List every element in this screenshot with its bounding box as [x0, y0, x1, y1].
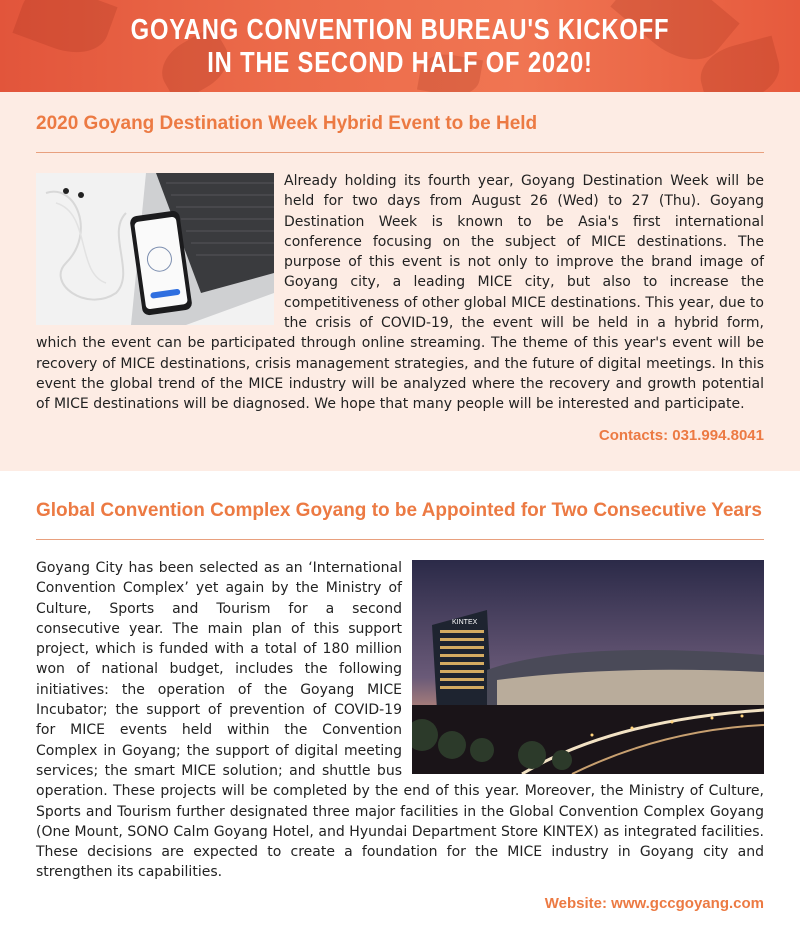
article2-title: Global Convention Complex Goyang to be Appointed for Two Consecutive Years — [36, 500, 762, 521]
smartphone-laptop-image — [36, 173, 274, 325]
article1-body: Already holding its fourth year, Goyang Destination Week will be held for two days from August 26 (Wed) to 27 (Thu). Goyang Destination Week is known to be Asia's first international conference focusing on the subject of MICE destinations. The purpose of this event is not only to improve the brand image of Goyang city, a leading MICE city, but also to increase the competitiveness of other global MICE destinations. This year, due to the crisis of COVID-19, the event will be held in a hybrid form, which the event can be participated through online streaming. The theme of this year's event will be recovery of MICE destinations, crisis management strategies, and the future of digital meetings. In this event the global trend of the MICE industry will be analyzed where the recovery and growth potential of MICE destinations will be diagnosed. We hope that many people will be interested and participate. — [36, 173, 764, 413]
divider — [36, 152, 764, 153]
article-destination-week — [0, 92, 800, 471]
page-title — [72, 0, 728, 80]
kintex-building-image — [412, 560, 764, 774]
article-convention-complex — [0, 471, 800, 912]
article1-title: 2020 Goyang Destination Week Hybrid Event to be Held — [36, 113, 538, 134]
contact-phone: Contacts: 031.994.8041 — [598, 426, 764, 444]
article2-body: Goyang City has been selected as an ‘International Convention Complex’ yet again by the Ministry of Culture, Sports and Tourism for a second consecutive year. The main plan of this support project, which is funded with a total of 180 million won of national budget, includes the following initiatives: the operation of the Goyang MICE Incubator; the support of prevention of COVID-19 for MICE events held within the Convention Complex in Goyang; the support of digital meeting services; the smart MICE solution; and shuttle bus operation. These projects will be completed by the end of this year. Moreover, the Ministry of Culture, Sports and Tourism further designated three major facilities in the Global Convention Complex Goyang (One Mount, SONO Calm Goyang Hotel, and Hyundai Department Store KINTEX) as integrated facilities. These decisions are expected to create a foundation for the MICE industry in Goyang city and strengthen its capabilities. — [36, 560, 764, 881]
website-link[interactable]: Website: www.gccgoyang.com — [544, 894, 764, 912]
page-title-line2: IN THE SECOND HALF OF 2020! — [207, 47, 593, 79]
header-banner — [0, 0, 800, 92]
building-sign: KINTEX — [452, 619, 478, 626]
divider — [36, 539, 764, 540]
page-title-line1: GOYANG CONVENTION BUREAU'S KICKOFF — [130, 14, 670, 46]
